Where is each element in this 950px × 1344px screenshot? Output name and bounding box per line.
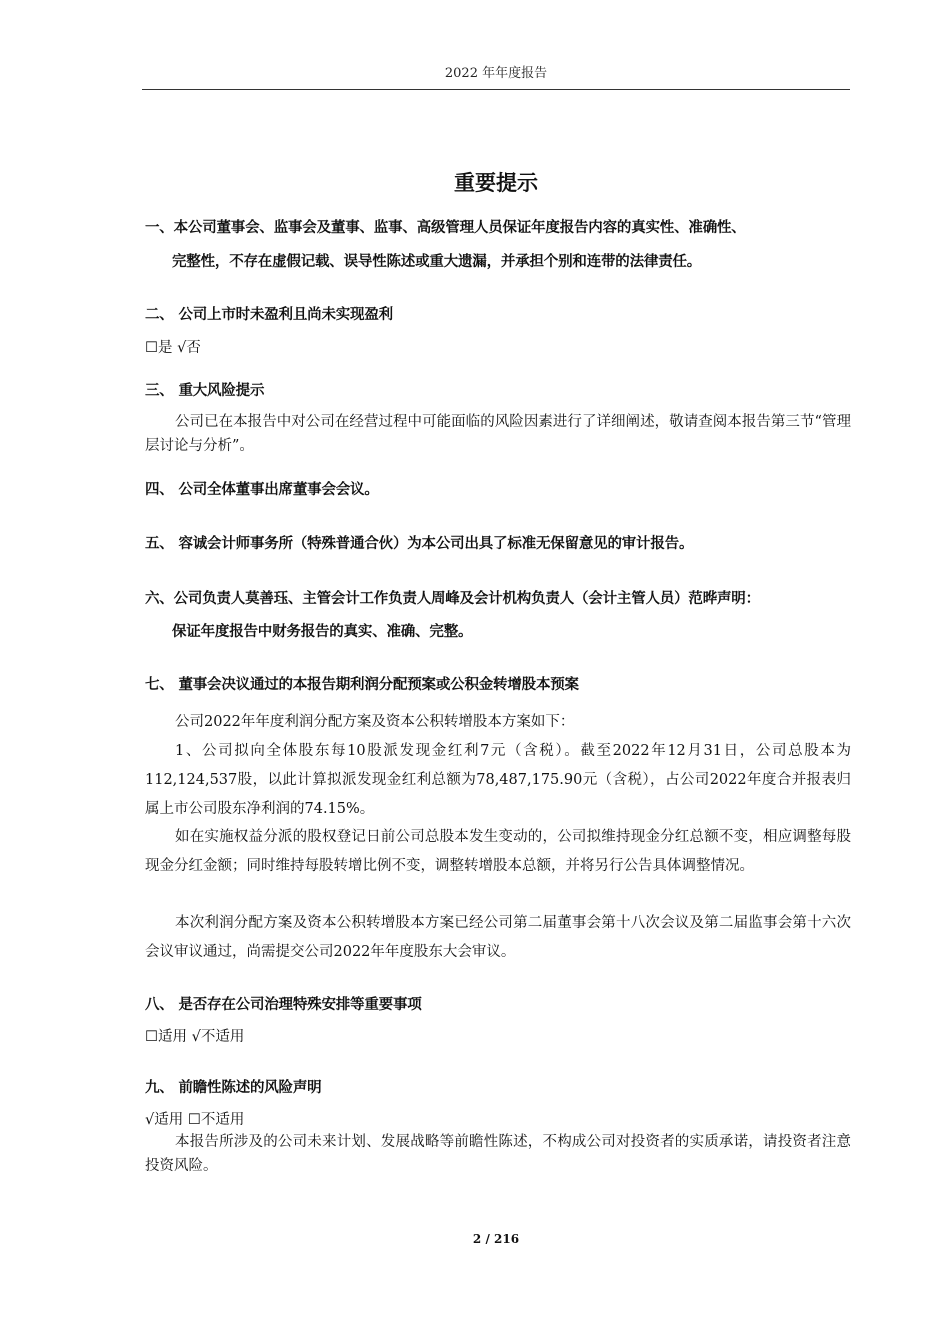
page-number: 2 / 216 bbox=[472, 1232, 520, 1246]
section-4-heading: 四、 公司全体董事出席董事会会议。 bbox=[145, 482, 379, 498]
section-1-heading-line2: 完整性，不存在虚假记载、误导性陈述或重大遗漏，并承担个别和连带的法律责任。 bbox=[172, 254, 702, 270]
section-9-heading: 九、 前瞻性陈述的风险声明 bbox=[145, 1080, 322, 1096]
section-8-heading: 八、 是否存在公司治理特殊安排等重要事项 bbox=[145, 997, 422, 1013]
section-6-heading-line2: 保证年度报告中财务报告的真实、准确、完整。 bbox=[172, 624, 473, 640]
section-7-paragraph-4: 本次利润分配方案及资本公积转增股本方案已经公司第二届董事会第十八次会议及第二届监事会第十六次会议审议通过，尚需提交公司2022年年度股东大会审议。 bbox=[145, 915, 851, 960]
section-7-paragraph-2: 1、公司拟向全体股东每10股派发现金红利7元（含税）。截至2022年12月31日，公司总股本为112,124,537股，以此计算拟派发现金红利总额为78,487,175.90元（含税），占公司2022年度合并报表归属上市公司股东净利润的74.15%。 bbox=[145, 743, 851, 817]
page-title: 重要提示 bbox=[454, 171, 538, 195]
section-2-heading: 二、 公司上市时未盈利且尚未实现盈利 bbox=[145, 307, 393, 323]
section-8-options: ☐适用 √不适用 bbox=[145, 1029, 245, 1045]
header-divider bbox=[142, 89, 850, 90]
section-5-heading: 五、 容诚会计师事务所（特殊普通合伙）为本公司出具了标准无保留意见的审计报告。 bbox=[145, 536, 694, 552]
section-1-heading-line1: 一、本公司董事会、监事会及董事、监事、高级管理人员保证年度报告内容的真实性、准确性、 bbox=[145, 220, 746, 236]
section-6-heading-line1: 六、公司负责人莫善珏、主管会计工作负责人周峰及会计机构负责人（会计主管人员）范晔声明： bbox=[145, 591, 760, 607]
section-3-heading: 三、 重大风险提示 bbox=[145, 383, 265, 399]
section-7-paragraph-1: 公司2022年年度利润分配方案及资本公积转增股本方案如下： bbox=[175, 714, 575, 730]
section-7-paragraph-3: 如在实施权益分派的股权登记日前公司总股本发生变动的，公司拟维持现金分红总额不变，相应调整每股现金分红金额；同时维持每股转增比例不变，调整转增股本总额，并将另行公告具体调整情况。 bbox=[145, 829, 851, 874]
report-header: 2022 年年度报告 bbox=[444, 66, 548, 81]
section-2-options: ☐是 √否 bbox=[145, 340, 201, 356]
section-7-heading: 七、 董事会决议通过的本报告期利润分配预案或公积金转增股本预案 bbox=[145, 677, 579, 693]
section-9-text: 本报告所涉及的公司未来计划、发展战略等前瞻性陈述，不构成公司对投资者的实质承诺，请投资者注意投资风险。 bbox=[145, 1134, 851, 1174]
section-9-options: √适用 ☐不适用 bbox=[145, 1112, 245, 1128]
section-3-text: 公司已在本报告中对公司在经营过程中可能面临的风险因素进行了详细阐述，敬请查阅本报告第三节“管理层讨论与分析”。 bbox=[145, 414, 851, 454]
